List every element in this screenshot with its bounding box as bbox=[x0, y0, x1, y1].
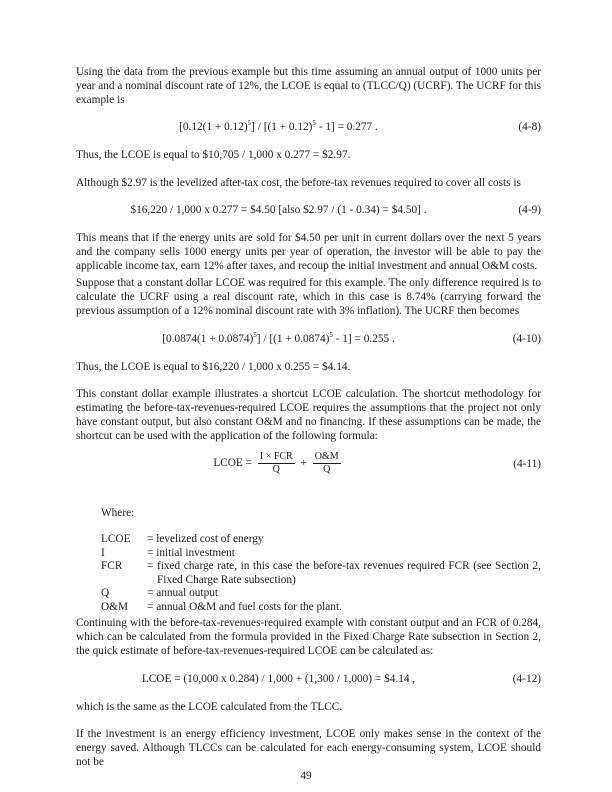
paragraph-same: which is the same as the LCOE calculated from the TLCC. bbox=[76, 701, 343, 713]
numerator: I × FCR bbox=[259, 451, 293, 462]
denominator: Q bbox=[272, 464, 280, 475]
exponent: 5 bbox=[247, 119, 252, 128]
fraction bbox=[313, 451, 341, 476]
page-number: 49 bbox=[300, 770, 312, 782]
exponent: 5 bbox=[253, 331, 257, 340]
eq-part: ] / [(1 + 0.0874) bbox=[256, 333, 330, 345]
definition-item bbox=[101, 547, 541, 561]
exponent: 5 bbox=[312, 119, 316, 128]
definition-item bbox=[101, 601, 541, 615]
fraction bbox=[258, 451, 295, 476]
eq-part: ] / [(1 + 0.12) bbox=[251, 121, 313, 133]
term-definition: = fixed charge rate, in this case the before-tax revenues required FCR (see Section 2, Fixed Charge Rate subsection) bbox=[147, 560, 541, 586]
denominator: Q bbox=[323, 464, 331, 475]
numerator: O&M bbox=[314, 451, 339, 462]
term-definition: = initial investment bbox=[147, 546, 235, 559]
eq-part: - 1] = 0.255 . bbox=[332, 333, 395, 345]
paragraph-meaning: This means that if the energy units are sold for $4.50 per unit in current dollars over the next 5 years and the company sells 1000 energy units per year of operation, the investor will be able to pay the applicable income tax, earn 12% after taxes, and recoup the initial investment and annual O&M costs. bbox=[76, 232, 541, 272]
paragraph-constant-dollar: Suppose that a constant dollar LCOE was required for this example. The only difference required is to calculate the UCRF using a real discount rate, which in this case is 8.74% (carrying forward the previous assumption of a 12% nominal discount rate with 3% inflation). The UCRF then becomes bbox=[76, 277, 541, 317]
term-definition: = annual output bbox=[147, 587, 219, 599]
where-label: Where: bbox=[101, 507, 135, 519]
equation-number: (4-11) bbox=[513, 458, 541, 470]
definition-item bbox=[101, 560, 541, 587]
definitions-list bbox=[101, 533, 541, 614]
paragraph-shortcut: This constant dollar example illustrates a shortcut LCOE calculation. The shortcut methodology for estimating the before-tax-revenues-required LCOE requires the assumptions that the project not only have constant output, but also constant O&M and no financing. If these assumptions can be made, the shortcut can be used with the application of the following formula: bbox=[76, 388, 541, 442]
paragraph-before-tax: Although $2.97 is the levelized after-tax cost, the before-tax revenues required to cover all costs is bbox=[76, 177, 521, 189]
equation-number: (4-8) bbox=[518, 121, 541, 133]
equation-number: (4-10) bbox=[512, 333, 541, 345]
term: FCR bbox=[101, 560, 123, 572]
paragraph-ucrf-intro: Using the data from the previous example but this time assuming an annual output of 1000 units per year and a nominal discount rate of 12%, the LCOE is equal to (TLCC/Q) (UCRF). The UCRF for this example is bbox=[76, 66, 541, 106]
term-definition: = annual O&M and fuel costs for the plant. bbox=[147, 600, 342, 613]
eq-part: [0.12(1 + 0.12) bbox=[179, 121, 248, 133]
paragraph-lcoe-constant: Thus, the LCOE is equal to $16,220 / 1,000 x 0.255 = $4.14. bbox=[76, 361, 351, 373]
eq-plus: + bbox=[300, 457, 307, 470]
term-definition: = levelized cost of energy bbox=[147, 533, 264, 545]
definition-item bbox=[101, 533, 541, 547]
term: I bbox=[101, 546, 105, 559]
eq-part: [0.0874(1 + 0.0874) bbox=[162, 333, 254, 345]
eq-body: LCOE = (10,000 x 0.284) / 1,000 + (1,300 / 1,000) = $4.14 , bbox=[141, 673, 416, 685]
exponent: 5 bbox=[329, 331, 333, 340]
definition-item bbox=[101, 587, 541, 601]
eq-body: $16,220 / 1,000 x 0.277 = $4.50 [also $2.97 / (1 - 0.34) = $4.50] . bbox=[130, 204, 427, 216]
term: O&M bbox=[101, 600, 128, 613]
paragraph-efficiency: If the investment is an energy efficiency investment, LCOE only makes sense in the context of the energy saved. Although TLCCs can be calculated for each energy-consuming system, LCOE should not be bbox=[76, 728, 541, 768]
paragraph-continuing: Continuing with the before-tax-revenues-required example with constant output and an FCR of 0.284, which can be calculated from the formula provided in the Fixed Charge Rate subsection in Section 2, the quick estimate of before-tax-revenues-required LCOE can be calculated as: bbox=[76, 617, 541, 657]
equation-number: (4-9) bbox=[518, 204, 541, 216]
term: Q bbox=[101, 587, 110, 599]
equation-number: (4-12) bbox=[512, 673, 541, 685]
paragraph-lcoe-result: Thus, the LCOE is equal to $10,705 / 1,000 x 0.277 = $2.97. bbox=[76, 149, 351, 161]
eq-part: - 1] = 0.277 . bbox=[315, 121, 378, 133]
eq-lhs: LCOE = bbox=[213, 457, 253, 470]
term: LCOE bbox=[101, 533, 131, 545]
